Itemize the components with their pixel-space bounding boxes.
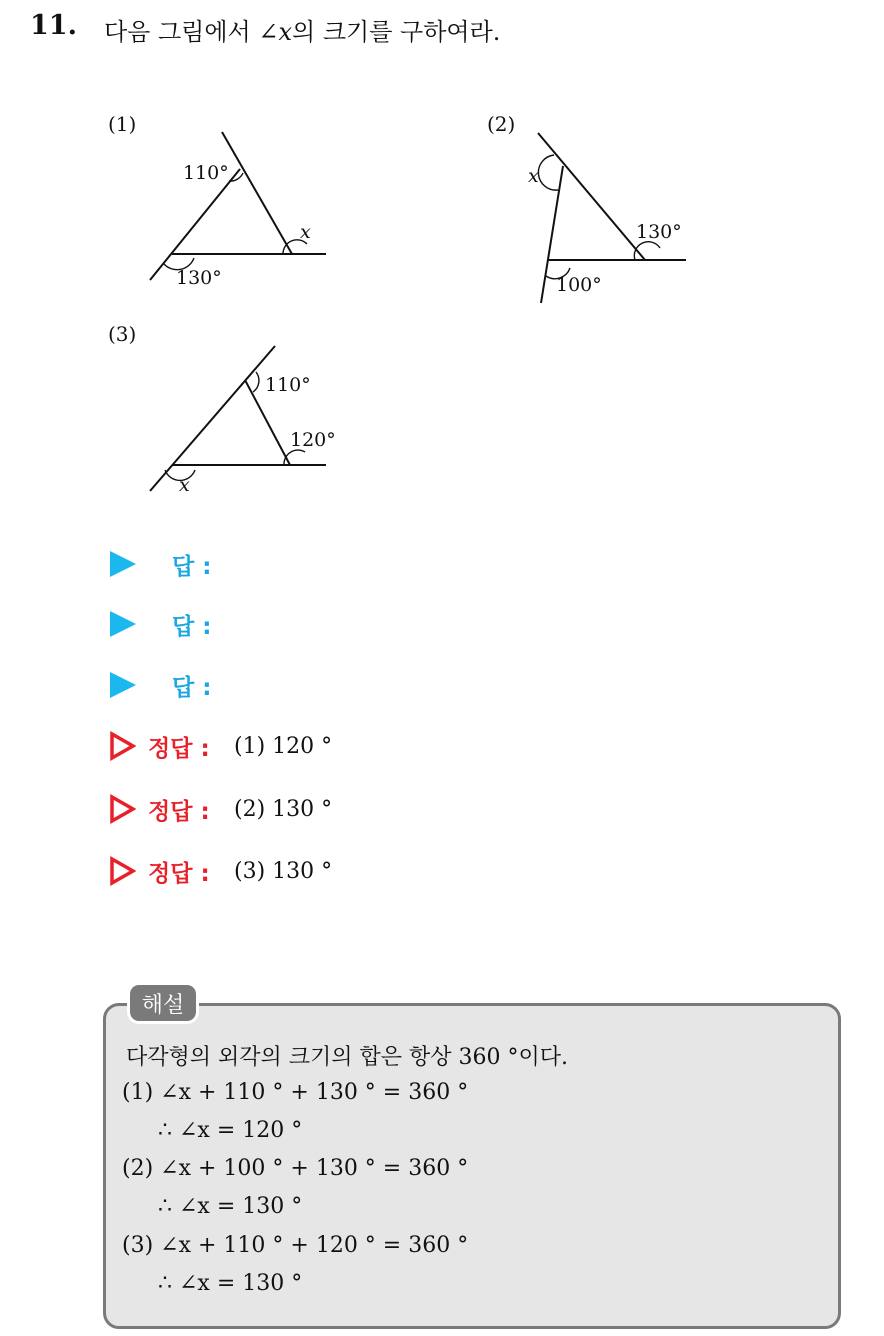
figure-2-label: (2) [487,112,516,136]
explanation-result-1: ∴ ∠x = 120 ° [158,1118,303,1143]
key-answer-row-2 [110,794,333,825]
figure-3-angle-right: 120° [290,429,336,451]
key-answer-label: 정답 : [148,860,210,887]
explanation-result-2: ∴ ∠x = 130 ° [158,1194,303,1219]
figure-3-angle-bottom: x [179,474,190,496]
figure-1-angle-top: 110° [183,162,229,184]
play-arrow-icon [110,672,136,698]
key-answer-row-3 [110,856,333,887]
play-arrow-icon [110,611,136,637]
answer-row-2 [110,609,212,640]
answer-row-3 [110,670,212,701]
explanation-tab: 해설 [127,982,199,1024]
variable-x: x [278,18,293,46]
key-answer-value: (1) 120 ° [234,733,333,759]
angle-symbol: ∠ [258,18,279,46]
figure-3-label: (3) [108,322,137,346]
question-text-before: 다음 그림에서 [104,18,259,46]
figure-2-angle-top: x [528,165,539,187]
answer-label: 답 : [172,674,212,701]
explanation-equation-2: (2) ∠x + 100 ° + 130 ° = 360 ° [122,1156,469,1181]
outline-arrow-icon [110,731,136,761]
outline-arrow-icon [110,856,136,886]
question-number: 11. [30,10,77,41]
explanation-equation-1: (1) ∠x + 110 ° + 130 ° = 360 ° [122,1080,469,1105]
answer-row-1 [110,549,212,580]
key-answer-row-1 [110,731,333,762]
key-answer-label: 정답 : [148,798,210,825]
explanation-result-3: ∴ ∠x = 130 ° [158,1271,303,1296]
answer-label: 답 : [172,613,212,640]
key-answer-value: (2) 130 ° [234,796,333,822]
play-arrow-icon [110,551,136,577]
figure-1-angle-bottom: 130° [176,267,222,289]
outline-arrow-icon [110,794,136,824]
figure-2-angle-right: 130° [636,221,682,243]
explanation-equation-3: (3) ∠x + 110 ° + 120 ° = 360 ° [122,1233,469,1258]
figure-1-label: (1) [108,112,137,136]
key-answer-label: 정답 : [148,735,210,762]
question-text-after: 의 크기를 구하여라. [292,18,501,46]
figure-2-angle-bottom: 100° [556,274,602,296]
key-answer-value: (3) 130 ° [234,858,333,884]
figure-3-angle-top: 110° [265,374,311,396]
explanation-summary: 다각형의 외각의 크기의 합은 항상 360 °이다. [126,1045,568,1070]
figure-1-angle-right: x [300,221,311,243]
answer-label: 답 : [172,553,212,580]
